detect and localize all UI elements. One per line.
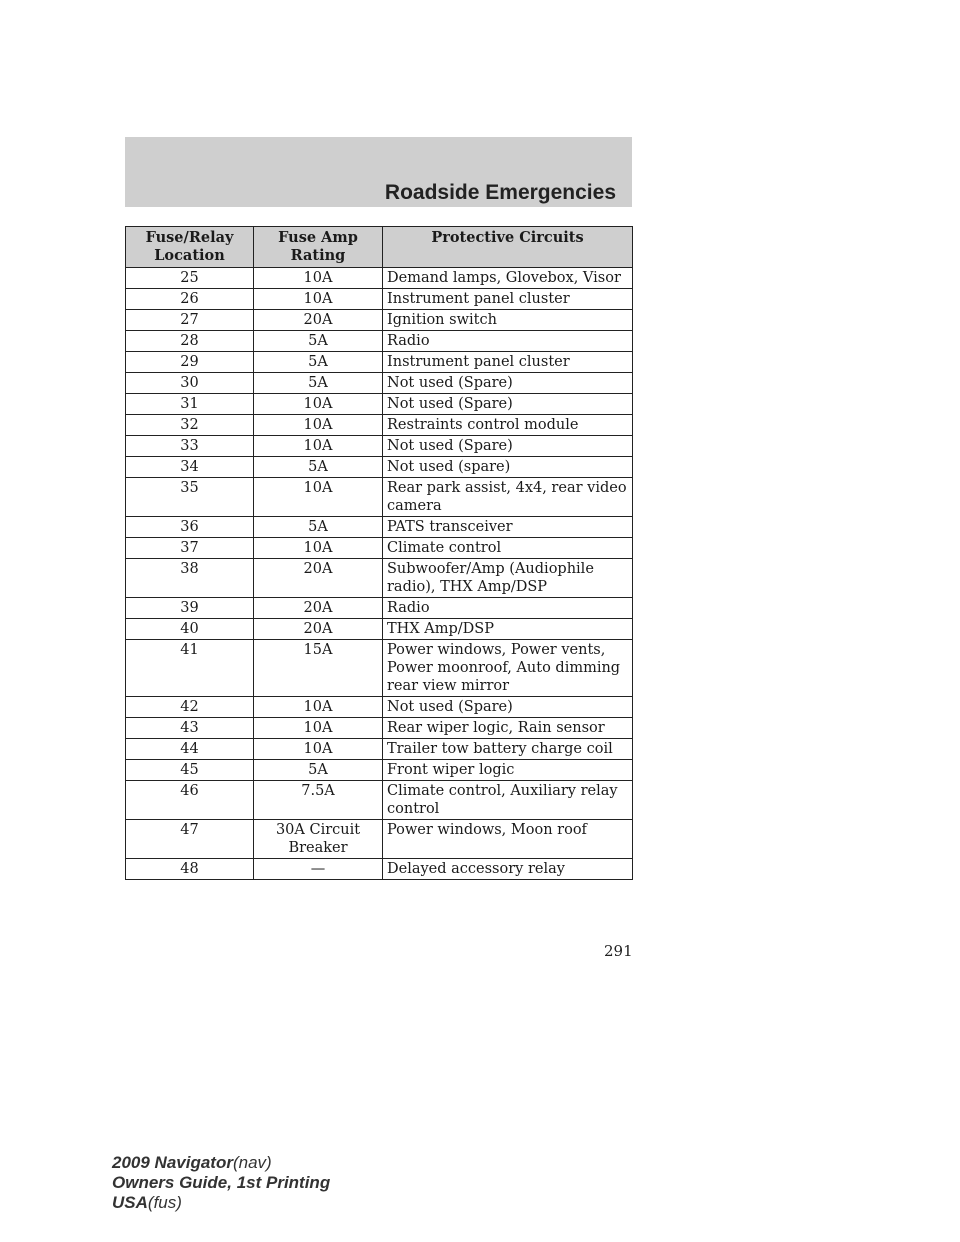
table-row xyxy=(126,739,633,760)
fuse-rating-cell: 10A xyxy=(254,538,383,559)
table-row xyxy=(126,718,633,739)
fuse-rating-cell: 10A xyxy=(254,697,383,718)
fuse-rating-cell: 30A Circuit Breaker xyxy=(254,820,383,859)
table-row xyxy=(126,598,633,619)
fuse-location-cell: 42 xyxy=(126,697,254,718)
table-row xyxy=(126,859,633,880)
fuse-rating-cell: 20A xyxy=(254,559,383,598)
protective-circuits-cell: Radio xyxy=(383,598,633,619)
fuse-rating-cell: 10A xyxy=(254,478,383,517)
protective-circuits-cell: PATS transceiver xyxy=(383,517,633,538)
fuse-rating-cell: 10A xyxy=(254,415,383,436)
fuse-location-cell: 30 xyxy=(126,373,254,394)
fuse-rating-cell: 10A xyxy=(254,394,383,415)
protective-circuits-cell: Ignition switch xyxy=(383,310,633,331)
table-row xyxy=(126,538,633,559)
protective-circuits-cell: Climate control, Auxiliary relay control xyxy=(383,781,633,820)
protective-circuits-cell: Restraints control module xyxy=(383,415,633,436)
table-body xyxy=(126,268,633,880)
fuse-location-cell: 39 xyxy=(126,598,254,619)
fuse-location-cell: 34 xyxy=(126,457,254,478)
fuse-location-cell: 29 xyxy=(126,352,254,373)
protective-circuits-cell: Not used (spare) xyxy=(383,457,633,478)
fuse-location-cell: 27 xyxy=(126,310,254,331)
fuse-rating-cell: 5A xyxy=(254,760,383,781)
fuse-rating-cell: 10A xyxy=(254,739,383,760)
protective-circuits-cell: Radio xyxy=(383,331,633,352)
table-row xyxy=(126,415,633,436)
protective-circuits-cell: Trailer tow battery charge coil xyxy=(383,739,633,760)
fuse-location-cell: 44 xyxy=(126,739,254,760)
table-row xyxy=(126,457,633,478)
footer-guide: Owners Guide, 1st Printing xyxy=(112,1173,331,1192)
protective-circuits-cell: THX Amp/DSP xyxy=(383,619,633,640)
column-header-circuits: Protective Circuits xyxy=(383,227,633,268)
fuse-rating-cell: 20A xyxy=(254,619,383,640)
fuse-location-cell: 48 xyxy=(126,859,254,880)
fuse-rating-cell: 5A xyxy=(254,331,383,352)
fuse-location-cell: 28 xyxy=(126,331,254,352)
fuse-rating-cell: 5A xyxy=(254,352,383,373)
protective-circuits-cell: Demand lamps, Glovebox, Visor xyxy=(383,268,633,289)
table-row xyxy=(126,289,633,310)
fuse-location-cell: 40 xyxy=(126,619,254,640)
fuse-location-cell: 31 xyxy=(126,394,254,415)
fuse-rating-cell: 5A xyxy=(254,457,383,478)
section-header-band xyxy=(125,137,632,207)
fuse-location-cell: 46 xyxy=(126,781,254,820)
table-row xyxy=(126,517,633,538)
fuse-location-cell: 26 xyxy=(126,289,254,310)
table-row xyxy=(126,436,633,457)
table-row xyxy=(126,352,633,373)
fuse-rating-cell: 10A xyxy=(254,436,383,457)
protective-circuits-cell: Rear wiper logic, Rain sensor xyxy=(383,718,633,739)
footer-market: USA xyxy=(112,1193,148,1212)
table-row xyxy=(126,760,633,781)
fuse-table xyxy=(125,226,633,880)
footer-line-3 xyxy=(112,1193,330,1213)
table-row xyxy=(126,619,633,640)
table-row xyxy=(126,310,633,331)
protective-circuits-cell: Not used (Spare) xyxy=(383,697,633,718)
protective-circuits-cell: Climate control xyxy=(383,538,633,559)
fuse-location-cell: 45 xyxy=(126,760,254,781)
protective-circuits-cell: Subwoofer/Amp (Audiophile radio), THX Amp/DSP xyxy=(383,559,633,598)
fuse-location-cell: 36 xyxy=(126,517,254,538)
fuse-rating-cell: 10A xyxy=(254,718,383,739)
protective-circuits-cell: Instrument panel cluster xyxy=(383,289,633,310)
table-row xyxy=(126,373,633,394)
protective-circuits-cell: Rear park assist, 4x4, rear video camera xyxy=(383,478,633,517)
protective-circuits-cell: Not used (Spare) xyxy=(383,436,633,457)
fuse-rating-cell: 20A xyxy=(254,598,383,619)
footer-line-1 xyxy=(112,1153,330,1173)
protective-circuits-cell: Delayed accessory relay xyxy=(383,859,633,880)
footer-line-2 xyxy=(112,1173,330,1193)
protective-circuits-cell: Power windows, Moon roof xyxy=(383,820,633,859)
fuse-location-cell: 38 xyxy=(126,559,254,598)
table-row xyxy=(126,640,633,697)
protective-circuits-cell: Power windows, Power vents, Power moonroof, Auto dimming rear view mirror xyxy=(383,640,633,697)
fuse-rating-cell: 5A xyxy=(254,373,383,394)
protective-circuits-cell: Instrument panel cluster xyxy=(383,352,633,373)
fuse-location-cell: 47 xyxy=(126,820,254,859)
table-row xyxy=(126,820,633,859)
fuse-rating-cell: 5A xyxy=(254,517,383,538)
table-header-row xyxy=(126,227,633,268)
table-row xyxy=(126,781,633,820)
protective-circuits-cell: Not used (Spare) xyxy=(383,394,633,415)
table-row xyxy=(126,394,633,415)
table-row xyxy=(126,331,633,352)
fuse-rating-cell: 7.5A xyxy=(254,781,383,820)
page-number: 291 xyxy=(604,942,633,960)
fuse-rating-cell: — xyxy=(254,859,383,880)
table-row xyxy=(126,697,633,718)
print-footer xyxy=(112,1153,330,1213)
fuse-location-cell: 35 xyxy=(126,478,254,517)
fuse-rating-cell: 10A xyxy=(254,289,383,310)
section-title: Roadside Emergencies xyxy=(384,181,616,204)
fuse-rating-cell: 10A xyxy=(254,268,383,289)
footer-model: 2009 Navigator xyxy=(112,1153,233,1172)
table-row xyxy=(126,268,633,289)
fuse-rating-cell: 15A xyxy=(254,640,383,697)
fuse-rating-cell: 20A xyxy=(254,310,383,331)
fuse-location-cell: 43 xyxy=(126,718,254,739)
fuse-location-cell: 37 xyxy=(126,538,254,559)
table-row xyxy=(126,478,633,517)
fuse-location-cell: 41 xyxy=(126,640,254,697)
fuse-location-cell: 33 xyxy=(126,436,254,457)
table-row xyxy=(126,559,633,598)
column-header-rating: Fuse Amp Rating xyxy=(254,227,383,268)
footer-model-code: (nav) xyxy=(232,1153,272,1172)
fuse-location-cell: 25 xyxy=(126,268,254,289)
footer-market-code: (fus) xyxy=(147,1193,182,1212)
protective-circuits-cell: Not used (Spare) xyxy=(383,373,633,394)
column-header-location: Fuse/Relay Location xyxy=(126,227,254,268)
fuse-location-cell: 32 xyxy=(126,415,254,436)
protective-circuits-cell: Front wiper logic xyxy=(383,760,633,781)
